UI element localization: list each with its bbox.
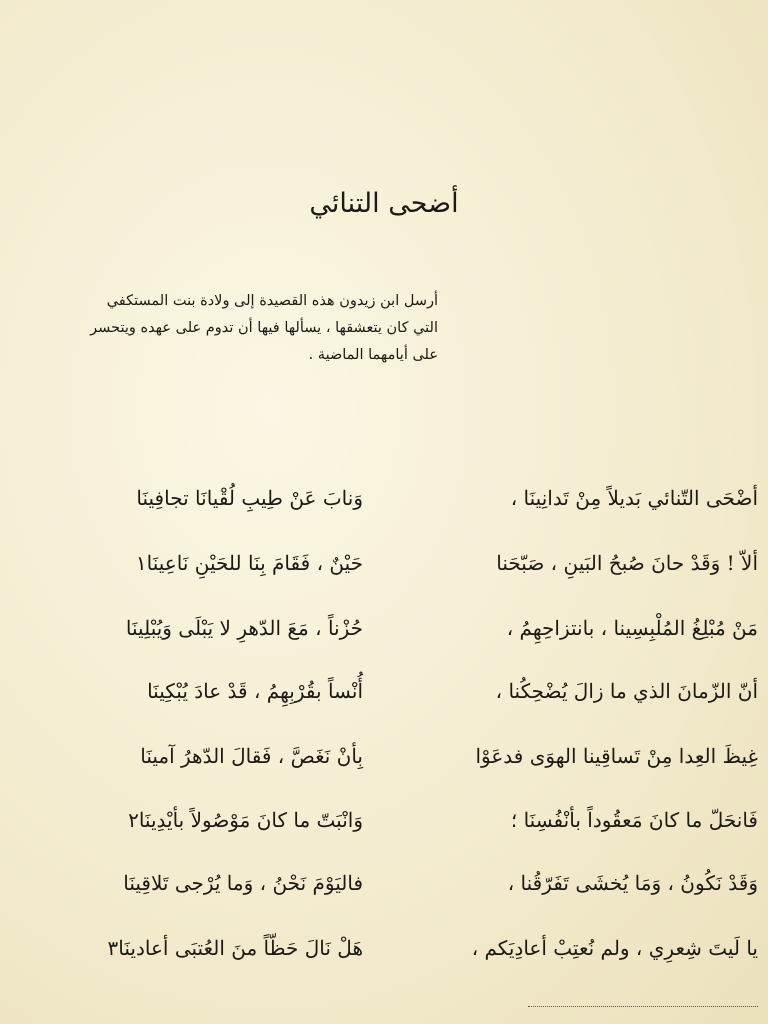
- verse-second-hemistich: حُزْناً ، مَعَ الدّهرِ لا يَبْلَى وَيُبْلِينَا: [125, 616, 363, 640]
- verse-first-hemistich: أنّ الزّمانَ الذي ما زالَ يُضْحِكُنا ،: [495, 679, 758, 703]
- verse: [0, 800, 768, 840]
- verse-first-hemistich: وَقَدْ نَكُونُ ، وَمَا يُخشَى تَفَرّقُنا ،: [507, 871, 758, 895]
- verse-second-hemistich: حَيْنٌ ، فَقَامَ بِنَا للحَيْنِ نَاعِينَا١: [135, 551, 363, 575]
- verse-second-hemistich: فاليَوْمَ نَحْنُ ، وَما يُرْجى تَلاقِينَا: [123, 871, 363, 895]
- verse-first-hemistich: مَنْ مُبْلِغُ المُلْبِسِينا ، بانتزاحِهِمُ ،: [506, 616, 758, 640]
- verse: [0, 671, 768, 711]
- verse-second-hemistich: وَانْبَتّ ما كانَ مَوْصُولاً بأيْدِينَا٢: [128, 808, 363, 832]
- footnote-divider: [528, 1006, 758, 1007]
- verse: [0, 543, 768, 583]
- verse: [0, 736, 768, 776]
- verse-first-hemistich: أضْحَى التّنائي بَديلاً مِنْ تَدانِينَا ،: [510, 486, 758, 510]
- verse-first-hemistich: فَانحَلّ ما كانَ مَعقُوداً بأنْفُسِنَا ؛: [510, 808, 758, 832]
- poem-body: [0, 478, 768, 978]
- verse-second-hemistich: وَنابَ عَنْ طِيبِ لُقْيانَا تجافِينَا: [136, 486, 363, 510]
- intro-paragraph: [38, 288, 438, 369]
- verse: [0, 608, 768, 648]
- verse-first-hemistich: ألاّ ! وَقَدْ حانَ صُبحُ البَينِ ، صَبّحَنا: [496, 551, 758, 575]
- verse-second-hemistich: هَلْ نَالَ حَظّاً منَ العُتبَى أعادينَا٣: [107, 936, 363, 960]
- verse: [0, 928, 768, 968]
- verse: [0, 478, 768, 518]
- verse-first-hemistich: يا لَيتَ شِعرِي ، ولم نُعتِبْ أعادِيَكم ،: [471, 936, 758, 960]
- intro-line: التي كان يتعشقها ، يسألها فيها أن تدوم على عهده ويتحسر: [90, 320, 438, 336]
- verse-first-hemistich: غِيظَ العِدا مِنْ تَساقِينا الهوَى فدعَوْا: [475, 744, 758, 768]
- verse: [0, 863, 768, 903]
- intro-line: أرسل ابن زيدون هذه القصيدة إلى ولادة بنت المستكفي: [106, 293, 438, 309]
- poem-title: أضحى التنائي: [309, 188, 459, 219]
- intro-line: على أيامهما الماضية .: [308, 347, 438, 363]
- verse-second-hemistich: أُنْساً بقُرْبِهِمُ ، قَدْ عادَ يُبْكِينَا: [147, 679, 363, 703]
- verse-second-hemistich: بِأنْ نَغَصَّ ، فَقالَ الدّهرُ آمينَا: [140, 744, 363, 768]
